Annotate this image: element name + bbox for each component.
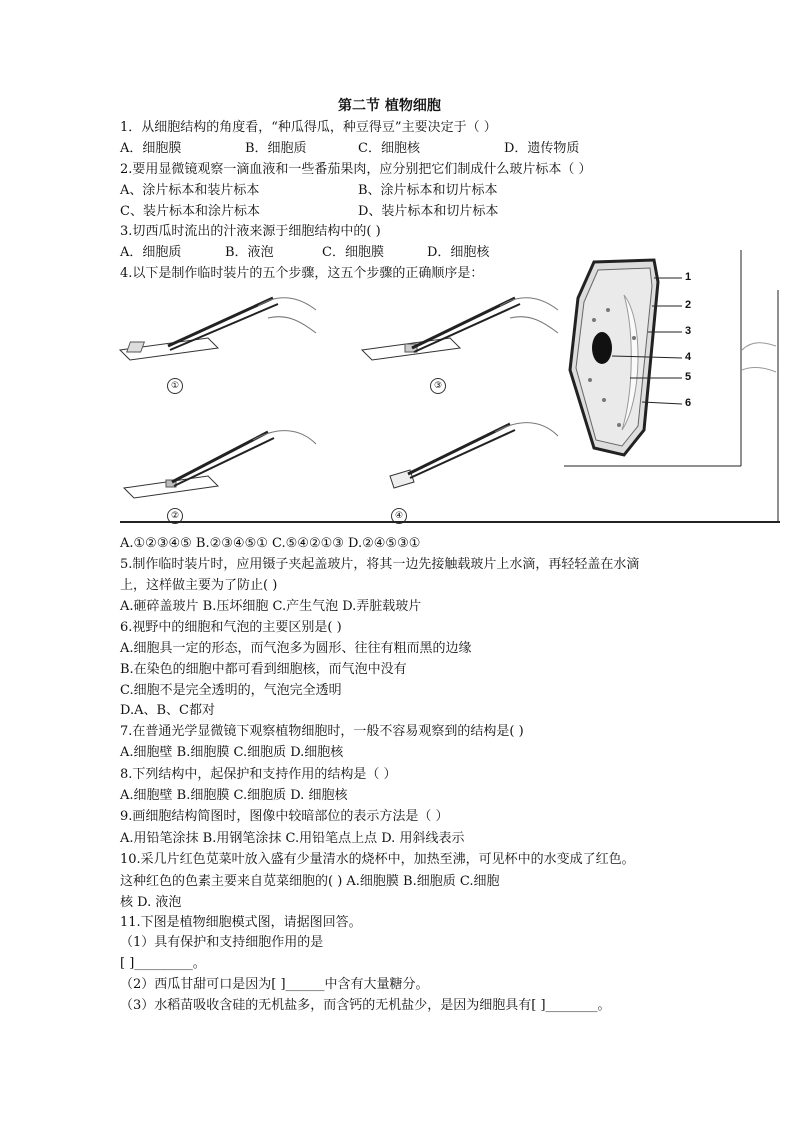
- q2-option-b: B、涂片标本和切片标本: [358, 183, 498, 198]
- q10-line1: 10.采几片红色苋菜叶放入盛有少量清水的烧杯中，加热至沸，可见杯中的水变成了红色。: [120, 852, 635, 867]
- q5-options: A.砸碎盖玻片 B.压坏细胞 C.产生气泡 D.弄脏载玻片: [120, 599, 422, 614]
- q3-stem: 3.切西瓜时流出的汁液来源于细胞结构中的( ): [120, 224, 381, 239]
- q1-option-d: D．遗传物质: [504, 141, 580, 156]
- forceps-coverslip-icon: [380, 410, 560, 510]
- slide-forceps-icon: [118, 288, 318, 398]
- q6-option-d: D.A、B、C都对: [120, 703, 215, 718]
- q11-sub1: （1）具有保护和支持细胞作用的是: [120, 935, 324, 950]
- q10-line2: 这种红色的色素主要来自苋菜细胞的( ) A.细胞膜 B.细胞质 C.细胞: [120, 874, 500, 889]
- step-label-3: ③: [430, 378, 446, 394]
- figure-border: [740, 290, 780, 526]
- q6-option-c: C.细胞不是完全透明的，气泡完全透明: [120, 683, 342, 698]
- step-illustration-4: [380, 410, 560, 510]
- q9-options: A.用铅笔涂抹 B.用钢笔涂抹 C.用铅笔点上点 D. 用斜线表示: [120, 831, 465, 846]
- step-label-2: ②: [167, 508, 183, 524]
- q8-stem: 8.下列结构中，起保护和支持作用的结构是（ ）: [120, 767, 397, 782]
- slide-forceps-icon: [360, 288, 560, 398]
- step-label-1: ①: [167, 378, 183, 394]
- q11-sub1-blank: [ ]_________。: [120, 956, 206, 971]
- q1-option-a: A．细胞膜: [120, 141, 182, 156]
- q3-option-a: A．细胞质: [120, 245, 182, 260]
- q9-stem: 9.画细胞结构简图时，图像中较暗部位的表示方法是（ ）: [120, 809, 449, 824]
- q1-stem: 1．从细胞结构的角度看，“种瓜得瓜，种豆得豆”主要决定于（ ）: [120, 120, 497, 135]
- q5-stem-line2: 上，这样做主要为了防止( ): [120, 578, 278, 593]
- cell-label-2: 2: [685, 299, 692, 311]
- q8-options: A.细胞壁 B.细胞膜 C.细胞质 D. 细胞核: [120, 788, 348, 803]
- q11-stem: 11.下图是植物细胞模式图，请据图回答。: [120, 915, 362, 930]
- slide-forceps-icon: [118, 418, 318, 518]
- plant-cell-diagram: [564, 250, 744, 468]
- q1-option-b: B．细胞质: [245, 141, 307, 156]
- q2-option-d: D、装片标本和切片标本: [358, 204, 499, 219]
- q3-option-d: D．细胞核: [427, 245, 490, 260]
- q6-option-b: B.在染色的细胞中都可看到细胞核，而气泡中没有: [120, 662, 407, 677]
- q2-option-c: C、装片标本和涂片标本: [120, 204, 260, 219]
- cell-label-5: 5: [685, 371, 692, 383]
- figure-baseline: [120, 521, 780, 523]
- q2-stem: 2.要用显微镜观察一滴血液和一些番茄果肉，应分别把它们制成什么玻片标本（ ）: [120, 162, 592, 177]
- q3-option-c: C．细胞膜: [322, 245, 384, 260]
- q5-stem-line1: 5.制作临时装片时，应用镊子夹起盖玻片，将其一边先接触载玻片上水滴，再轻轻盖在水滴: [120, 557, 640, 572]
- step-label-4: ④: [391, 508, 407, 524]
- cell-label-6: 6: [685, 397, 692, 409]
- q6-option-a: A.细胞具一定的形态，而气泡多为圆形、往往有粗而黑的边缘: [120, 641, 472, 656]
- step-illustration-1: [118, 288, 318, 398]
- step-illustration-2: [118, 418, 318, 518]
- q3-option-b: B．液泡: [225, 245, 274, 260]
- q4-stem: 4.以下是制作临时装片的五个步骤，这五个步骤的正确顺序是：: [120, 266, 484, 281]
- q11-sub2: （2）西瓜甘甜可口是因为[ ]______中含有大量糖分。: [120, 977, 429, 992]
- q10-line3: 核 D. 液泡: [120, 895, 182, 910]
- cell-label-3: 3: [685, 325, 692, 337]
- cell-label-4: 4: [685, 351, 692, 363]
- cell-label-1: 1: [685, 271, 692, 283]
- q7-stem: 7.在普通光学显微镜下观察植物细胞时，一般不容易观察到的结构是( ): [120, 724, 524, 739]
- step-illustration-3: [360, 288, 560, 398]
- q6-stem: 6.视野中的细胞和气泡的主要区别是( ): [120, 620, 342, 635]
- q2-option-a: A、涂片标本和装片标本: [120, 183, 260, 198]
- q11-sub3: （3）水稻苗吸收含硅的无机盐多，而含钙的无机盐少，是因为细胞具有[ ]________。: [120, 998, 611, 1013]
- q4-options: A.①②③④⑤ B.②③④⑤① C.⑤④②①③ D.②④⑤③①: [120, 536, 421, 551]
- plant-cell-icon: [564, 250, 744, 468]
- page-title: 第二节 植物细胞: [338, 98, 441, 114]
- q1-option-c: C．细胞核: [358, 141, 420, 156]
- q7-options: A.细胞壁 B.细胞膜 C.细胞质 D.细胞核: [120, 745, 344, 760]
